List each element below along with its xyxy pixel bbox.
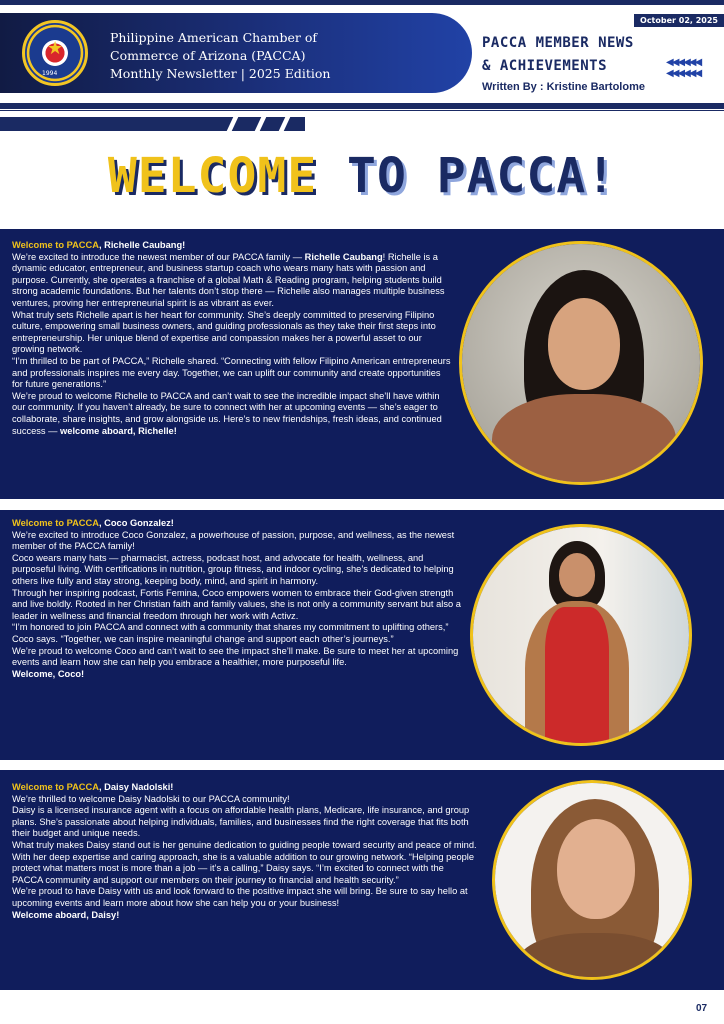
chamber-seal-icon — [22, 20, 88, 86]
top-rule — [0, 0, 724, 5]
section-title-line1: PACCA MEMBER NEWS — [482, 35, 634, 51]
closing: Welcome, Coco! — [12, 668, 85, 679]
header-divider — [0, 103, 724, 109]
greeting: Welcome to PACCA — [12, 782, 99, 792]
member-text — [12, 240, 452, 437]
member-card-richelle — [0, 229, 724, 499]
paragraph: What truly sets Richelle apart is her heart for community. She’s deeply committed to preserving Filipino culture, empowering small business owners, and guiding professionals as they take their first steps into entrepreneurship. Her unique blend of expertise and compassion makes her a powerful asset to our growing network. — [12, 309, 436, 355]
closing: Welcome aboard, Daisy! — [12, 909, 120, 920]
quote: What truly makes Daisy stand out is her genuine dedication to guiding people toward security and peace of mind. With her deep expertise and caring approach, she is a valuable addition to our growing network. “Helping people protect what matters most is more than a job — it’s a calling,” Daisy says. “I’m excited to connect with the PACCA community and support our members on their journey to financial and health security.” — [12, 839, 477, 885]
double-chevron-left-icon: ◀◀◀◀◀◀ ◀◀◀◀◀◀ — [666, 57, 701, 79]
org-name-line1: Philippine American Chamber of — [110, 30, 318, 45]
paragraph: We’re proud to have Daisy with us and look forward to the positive impact she will bring. Be sure to say hello at upcoming events and learn more about how she can help you or your business! — [12, 886, 468, 908]
paragraph: We’re excited to introduce Coco Gonzalez, a powerhouse of passion, purpose, and wellness, as the newest member of the PACCA family! — [12, 529, 455, 552]
header-banner — [0, 13, 472, 93]
greeting: Welcome to PACCA — [12, 240, 99, 250]
org-name-line2: Commerce of Arizona (PACCA) — [110, 48, 306, 63]
member-photo-coco — [470, 524, 692, 746]
paragraph: Through her inspiring podcast, Fortis Femina, Coco empowers women to embrace their God-given strength and live boldly. Rooted in her Christian faith and family values, she is not only a community servant but also a leader in wellness and financial freedom through her work with Activz. — [12, 587, 461, 621]
member-name: , Coco Gonzalez! — [98, 518, 174, 528]
quote: “I’m thrilled to be part of PACCA,” Richelle shared. “Connecting with fellow Filipino American entrepreneurs and professionals inspires me every day. Together, we can uplift our community and create opportunities for future generations.” — [12, 355, 451, 390]
star-icon: ★ — [47, 38, 64, 58]
paragraph: We’re thrilled to welcome Daisy Nadolski to our PACCA community! — [12, 793, 290, 804]
page-title-welcome: WELCOME — [107, 148, 318, 204]
paragraph: Daisy is a licensed insurance agent with a focus on affordable health plans, Medicare, life insurance, and group plans. She’s passionate about helping individuals, families, and businesses find the right coverage that fits both their budget and unique needs. — [12, 805, 470, 839]
paragraph: We’re proud to welcome Coco and can’t wait to see the impact she’ll make. Be sure to meet her at upcoming events and learn how she can help you embrace a healthier, more purposeful life. — [12, 645, 459, 668]
page-title — [0, 146, 724, 206]
header-divider-thin — [0, 110, 724, 111]
member-photo-richelle — [459, 241, 703, 485]
section-title — [482, 32, 662, 78]
paragraph: We’re proud to welcome Richelle to PACCA and can’t wait to see the incredible impact she’ll have within our community. If you haven’t already, be sure to connect with her at upcoming events — she’s eager to collaborate, share insights, and grow alongside us. Here’s to new friendships, fresh ideas, and continued success — — [12, 390, 442, 436]
paragraph: ! Richelle is a dynamic educator, entrepreneur, and business startup coach who wears many hats with passion and purpose. Currently, she operates a franchise of a global Math & Reading program, helping students build strong academic foundations. But her talents don’t stop there — Richelle also manages multiple business ventures, proving her entrepreneurial spirit is as vibrant as ever. — [12, 251, 445, 308]
member-text — [12, 782, 477, 921]
closing: welcome aboard, Richelle! — [60, 425, 177, 436]
paragraph: We’re excited to introduce the newest member of our PACCA family — — [12, 251, 305, 262]
member-name-inline: Richelle Caubang — [304, 251, 383, 262]
page-title-to-pacca: TO PACCA! — [347, 148, 617, 204]
issue-date: October 02, 2025 — [634, 14, 724, 27]
member-card-coco — [0, 510, 724, 760]
member-name: , Daisy Nadolski! — [98, 782, 174, 792]
newsletter-edition: Monthly Newsletter | 2025 Edition — [110, 66, 331, 81]
paragraph: Coco wears many hats — pharmacist, actress, podcast host, and advocate for health, wellness, and purposeful living. With certifications in nutrition, group fitness, and indoor cycling, she’s dedicated to helping others live fully and stay strong, keeping body, mind, and spirit in harmony. — [12, 552, 454, 586]
member-name: , Richelle Caubang! — [98, 240, 186, 250]
member-text — [12, 518, 462, 680]
member-photo-daisy — [492, 780, 692, 980]
section-title-line2: & ACHIEVEMENTS — [482, 58, 608, 74]
author-byline: Written By : Kristine Bartolome — [482, 81, 645, 93]
decorative-ribbon — [0, 117, 305, 131]
quote: “I’m honored to join PACCA and connect with a community that shares my commitment to uplifting others,” Coco says. “Together, we can inspire meaningful change and support each other’s journeys.” — [12, 622, 449, 644]
page-number: 07 — [696, 1003, 708, 1014]
member-card-daisy — [0, 770, 724, 990]
logo-year: 1994 — [42, 70, 58, 77]
org-name — [110, 29, 450, 83]
greeting: Welcome to PACCA — [12, 518, 99, 528]
